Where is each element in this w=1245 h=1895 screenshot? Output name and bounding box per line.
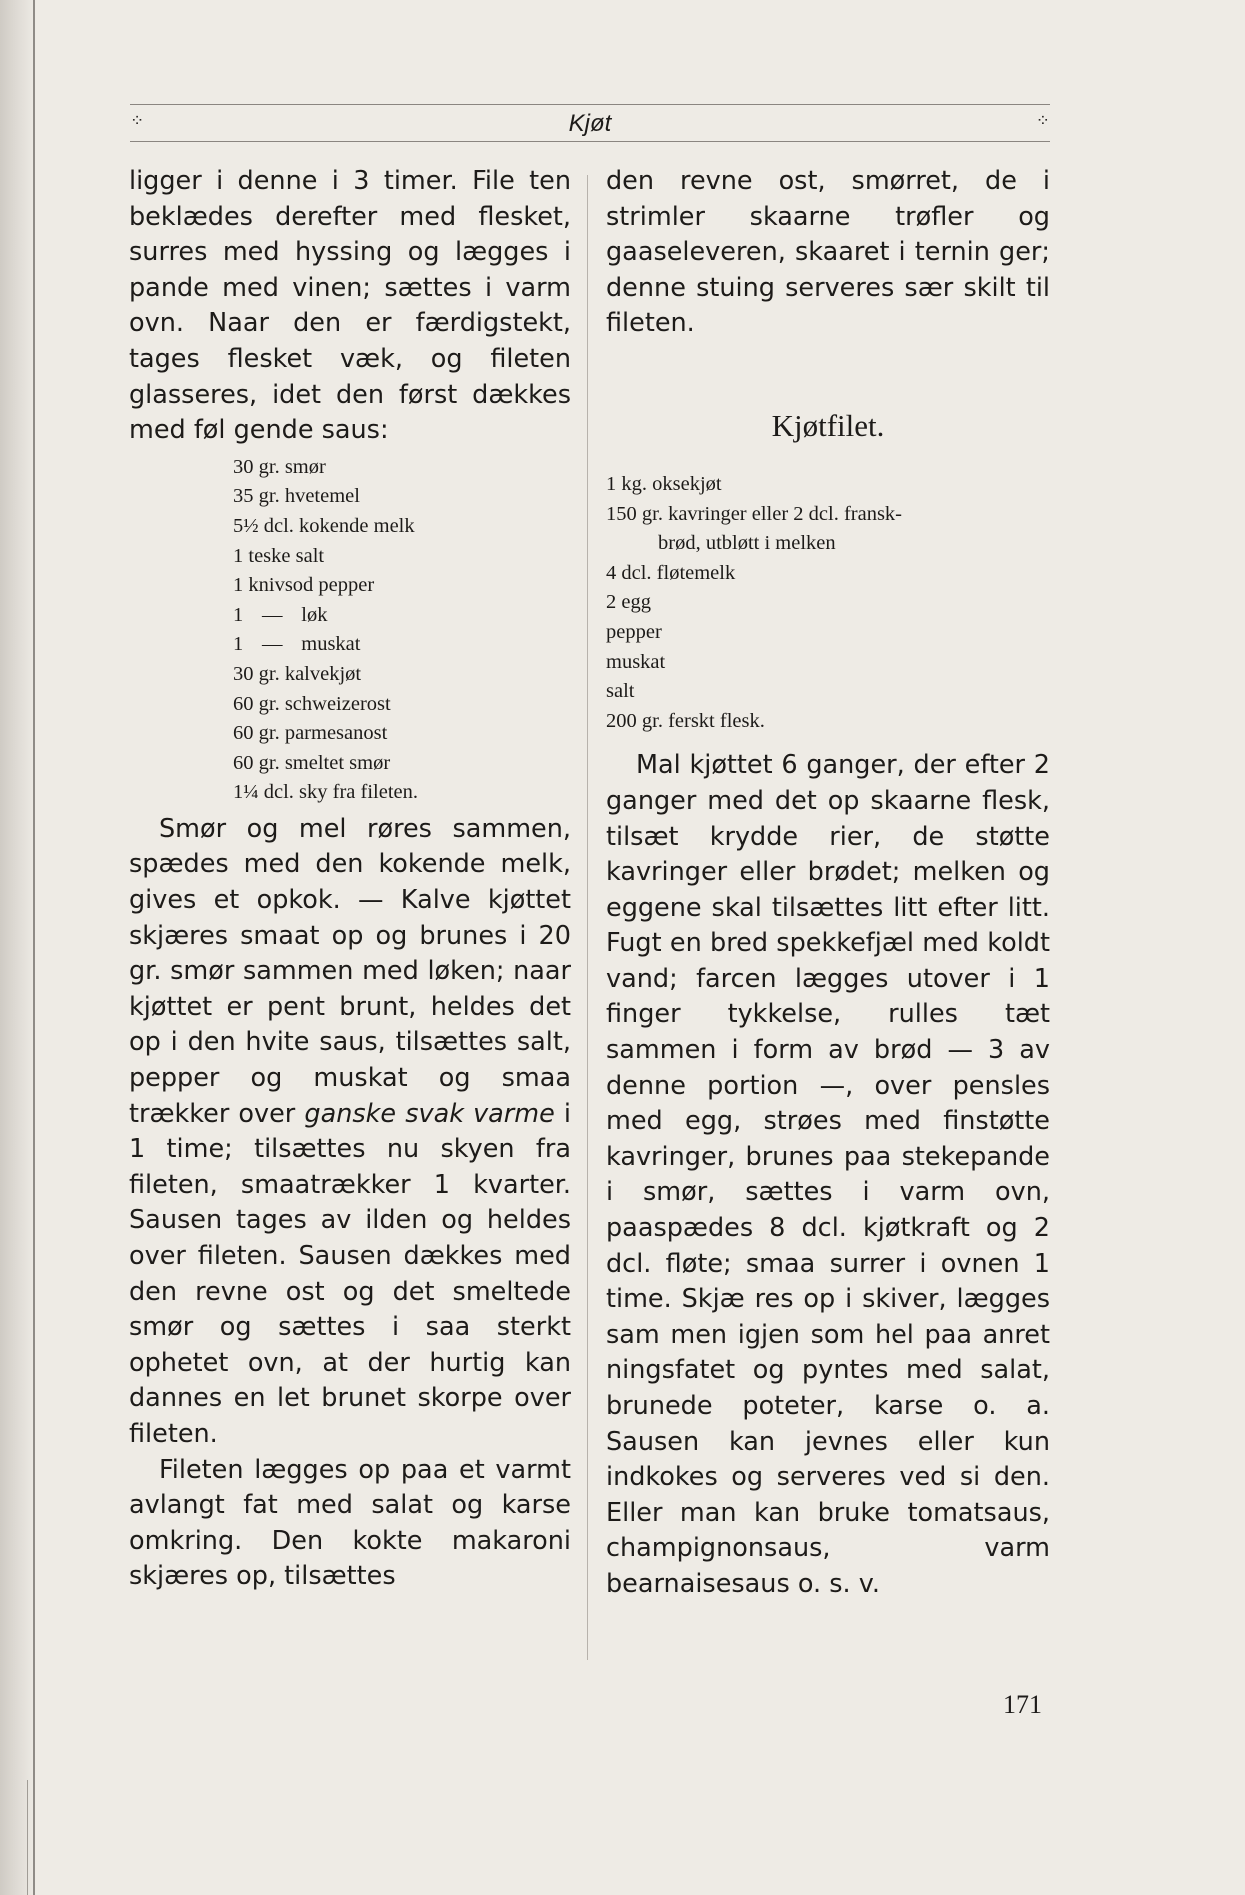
list-item: brød, utbløtt i melken: [658, 532, 836, 555]
page-binding-shadow: [0, 0, 36, 1895]
page-binding-line-lower: [27, 1780, 28, 1895]
page-number: 171: [1003, 1690, 1042, 1719]
paragraph-serving: Fileten lægges op paa et varmt avlangt fat med salat og karse omkring. Den kokte makaroni skjæres op, tilsættes: [129, 1454, 571, 1592]
list-item: 1 teske salt: [233, 544, 325, 567]
running-header: [130, 104, 1050, 142]
list-item: 4 dcl. fløtemelk: [606, 561, 736, 584]
list-item: 60 gr. parmesanost: [233, 722, 388, 745]
right-column: [606, 164, 1050, 1603]
list-item: 1 kg. oksekjøt: [606, 472, 722, 495]
list-item: 1 — muskat: [233, 630, 571, 660]
ornament-left-icon: ⁘: [130, 111, 145, 131]
ditto-dash: —: [262, 603, 283, 626]
left-column: [129, 164, 571, 1595]
list-item: muskat: [606, 650, 666, 673]
list-item: 2 egg: [606, 591, 651, 614]
page-binding-line: [33, 0, 35, 1895]
list-item: 200 gr. ferskt flesk.: [606, 709, 765, 732]
list-item: 1 — løk: [233, 601, 571, 631]
list-item: 30 gr. kalvekjøt: [233, 662, 362, 685]
emphasis-text: varme: [473, 1098, 564, 1129]
paragraph-stuing: den revne ost, smørret, de i strimler skaarne trøfler og gaaseleveren, skaaret i ternin ger; denne stuing serveres sær skilt til fileten.: [606, 166, 1051, 339]
ornament-right-icon: ⁘: [1035, 111, 1050, 131]
list-item: 30 gr. smør: [233, 455, 326, 478]
sauce-ingredient-list: [129, 453, 571, 808]
list-item: 1¼ dcl. sky fra fileten.: [233, 781, 419, 804]
list-item: 5½ dcl. kokende melk: [233, 514, 415, 537]
column-divider: [587, 175, 588, 1660]
list-item: 60 gr. schweizerost: [233, 692, 391, 715]
list-item: salt: [606, 680, 635, 703]
paragraph-recipe-method: Mal kjøttet 6 ganger, der efter 2 ganger med det op skaarne flesk, tilsæt krydde rier, de støtte kavringer eller brødet; melken og eggene skal tilsættes litt efter litt. Fugt en bred spekkefjæl med koldt vand; farcen lægges utover i 1 finger tykkelse, rulles tæt sammen i form av brød — 3 av denne portion —, over pensles med egg, strøes med finstøtte kavringer, brunes paa stekepande i smør, sættes i varm ovn, paaspædes 8 dcl. kjøtkraft og 2 dcl. fløte; smaa surrer i ovnen 1 time. Skjæ res op i skiver, lægges sam men igjen som hel paa anret ningsfatet og pyntes med salat, brunede poteter, karse o. a. Sausen kan jevnes eller kun indkokes og serveres ved si den. Eller man kan bruke tomatsaus, champignonsaus, varm bearnaisesaus o. s. v.: [606, 750, 1051, 1599]
emphasis-text: ganske svak: [304, 1098, 474, 1129]
list-item: 150 gr. kavringer eller 2 dcl. fransk-: [606, 502, 903, 525]
paragraph-filet-continued: ligger i denne i 3 timer. File ten beklædes derefter med flesket, surres med hyssing og lægges i pande med vinen; sættes i varm ovn. Naar den er færdigstekt, tages flesket væk, og fileten glasseres, idet den først dækkes med føl gende saus:: [129, 166, 572, 446]
list-item: 1 knivsod pepper: [233, 574, 375, 597]
list-item: 60 gr. smeltet smør: [233, 751, 391, 774]
paragraph-sauce-method: Smør og mel røres sammen, spædes med den kokende melk, gives et opkok. — Kalve kjøttet skjæres smaat op og brunes i 20 gr. smør sammen med løken; naar kjøttet er pent brunt, heldes det op i den hvite saus, tilsættes salt, pepper og muskat og smaa trækker over ganske svak varme i 1 time; tilsættes nu skyen fra fileten, smaatrækker 1 kvarter. Sausen tages av ilden og heldes over fileten. Sausen dækkes med den revne ost og det smeltede smør og sættes i saa sterkt ophetet ovn, at der hurtig kan dannes en let brunet skorpe over fileten.: [129, 813, 572, 1449]
ditto-dash: —: [262, 633, 283, 656]
list-item: pepper: [606, 620, 662, 643]
running-title: Kjøt: [568, 110, 612, 137]
recipe-ingredient-list: [606, 470, 1050, 736]
list-item: 35 gr. hvetemel: [233, 485, 360, 508]
recipe-title: Kjøtfilet.: [771, 407, 885, 443]
